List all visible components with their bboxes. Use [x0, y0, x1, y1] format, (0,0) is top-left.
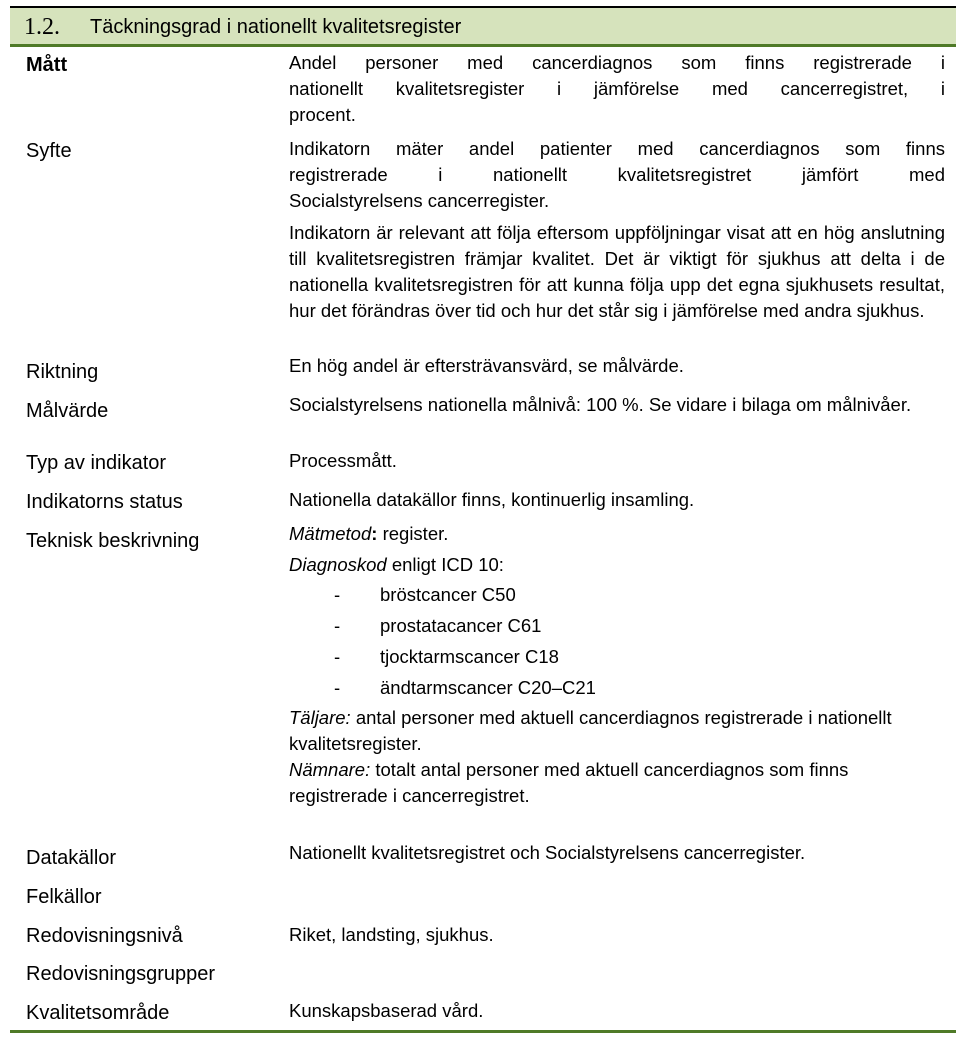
label-typ-av-indikator: Typ av indikator: [26, 452, 167, 474]
value-namnare: [289, 757, 945, 809]
section-number: 1.2.: [24, 14, 60, 40]
namnare-label: Nämnare:: [289, 759, 371, 780]
list-dash: -: [334, 677, 341, 698]
value-matt: [289, 50, 945, 128]
label-malvarde: Målvärde: [26, 400, 109, 422]
value-typ-av-indikator: Processmått.: [289, 450, 397, 471]
value-kvalitetsomrade: Kunskapsbaserad vård.: [289, 1000, 484, 1021]
taljare-value: antal personer med aktuell cancerdiagnos registrerade i nationellt kvalitetsregister.: [289, 707, 892, 754]
diagnoskod-label: Diagnoskod: [289, 554, 387, 575]
label-felkallor: Felkällor: [26, 886, 102, 908]
value-riktning: En hög andel är eftersträvansvärd, se målvärde.: [289, 355, 684, 376]
label-datakallor: Datakällor: [26, 847, 117, 869]
matmetod-value: register.: [377, 523, 449, 544]
label-indikatorns-status: Indikatorns status: [26, 491, 183, 513]
diagnosis-item: prostatacancer C61: [380, 615, 542, 636]
value-syfte-p1: [289, 136, 945, 214]
list-dash: -: [334, 615, 341, 636]
namnare-value: totalt antal personer med aktuell cancerdiagnos som finns registrerade i cancerregistret.: [289, 759, 849, 806]
label-redovisningsgrupper: Redovisningsgrupper: [26, 963, 216, 985]
diagnosis-item: ändtarmscancer C20–C21: [380, 677, 596, 698]
label-kvalitetsomrade: Kvalitetsområde: [26, 1002, 170, 1024]
label-syfte: Syfte: [26, 140, 72, 162]
diagnosis-item: bröstcancer C50: [380, 584, 516, 605]
label-matt: Mått: [26, 54, 68, 76]
label-redovisningsniva: Redovisningsnivå: [26, 925, 183, 947]
value-redovisningsniva: Riket, landsting, sjukhus.: [289, 924, 494, 945]
value-malvarde: Socialstyrelsens nationella målnivå: 100 %. Se vidare i bilaga om målnivåer.: [289, 394, 912, 415]
matmetod-label: Mätmetod: [289, 523, 372, 544]
value-line: procent.: [289, 104, 356, 125]
list-dash: -: [334, 584, 341, 605]
list-dash: -: [334, 646, 341, 667]
diagnoskod-value: enligt ICD 10:: [386, 554, 504, 575]
value-line: Socialstyrelsens cancerregister.: [289, 190, 550, 211]
taljare-label: Täljare:: [289, 707, 351, 728]
value-taljare: [289, 705, 945, 757]
value-indikatorns-status: Nationella datakällor finns, kontinuerlig insamling.: [289, 489, 695, 510]
section-header: [10, 6, 956, 47]
section-title: Täckningsgrad i nationellt kvalitetsregister: [90, 16, 462, 38]
value-line: nationellt kvalitetsregister i jämförelse med cancerregistret, i: [289, 78, 945, 99]
label-teknisk-beskrivning: Teknisk beskrivning: [26, 530, 200, 552]
diagnosis-item: tjocktarmscancer C18: [380, 646, 559, 667]
value-diagnoskod: [289, 552, 945, 578]
value-line: Indikatorn mäter andel patienter med cancerdiagnos som finns: [289, 138, 945, 159]
value-line: registrerade i nationellt kvalitetsregistret jämfört med: [289, 164, 945, 185]
value-syfte-p2: Indikatorn är relevant att följa eftersom uppföljningar visat att en hög anslutning till kvalitetsregistren främjar kvalitet. Det är viktigt för sjukhus att delta i de nationella kvalitetsregistren för att kunna följa upp det egna sjukhusets resultat, hur det förändras över tid och hur det står sig i jämförelse med andra sjukhus.: [289, 222, 945, 321]
bottom-rule: [10, 1030, 956, 1033]
matmetod-colon: :: [371, 523, 378, 544]
value-matmetod: [289, 521, 945, 547]
value-line: Andel personer med cancerdiagnos som finns registrerade i: [289, 52, 945, 73]
label-riktning: Riktning: [26, 361, 99, 383]
value-datakallor: Nationellt kvalitetsregistret och Socialstyrelsens cancerregister.: [289, 842, 806, 863]
